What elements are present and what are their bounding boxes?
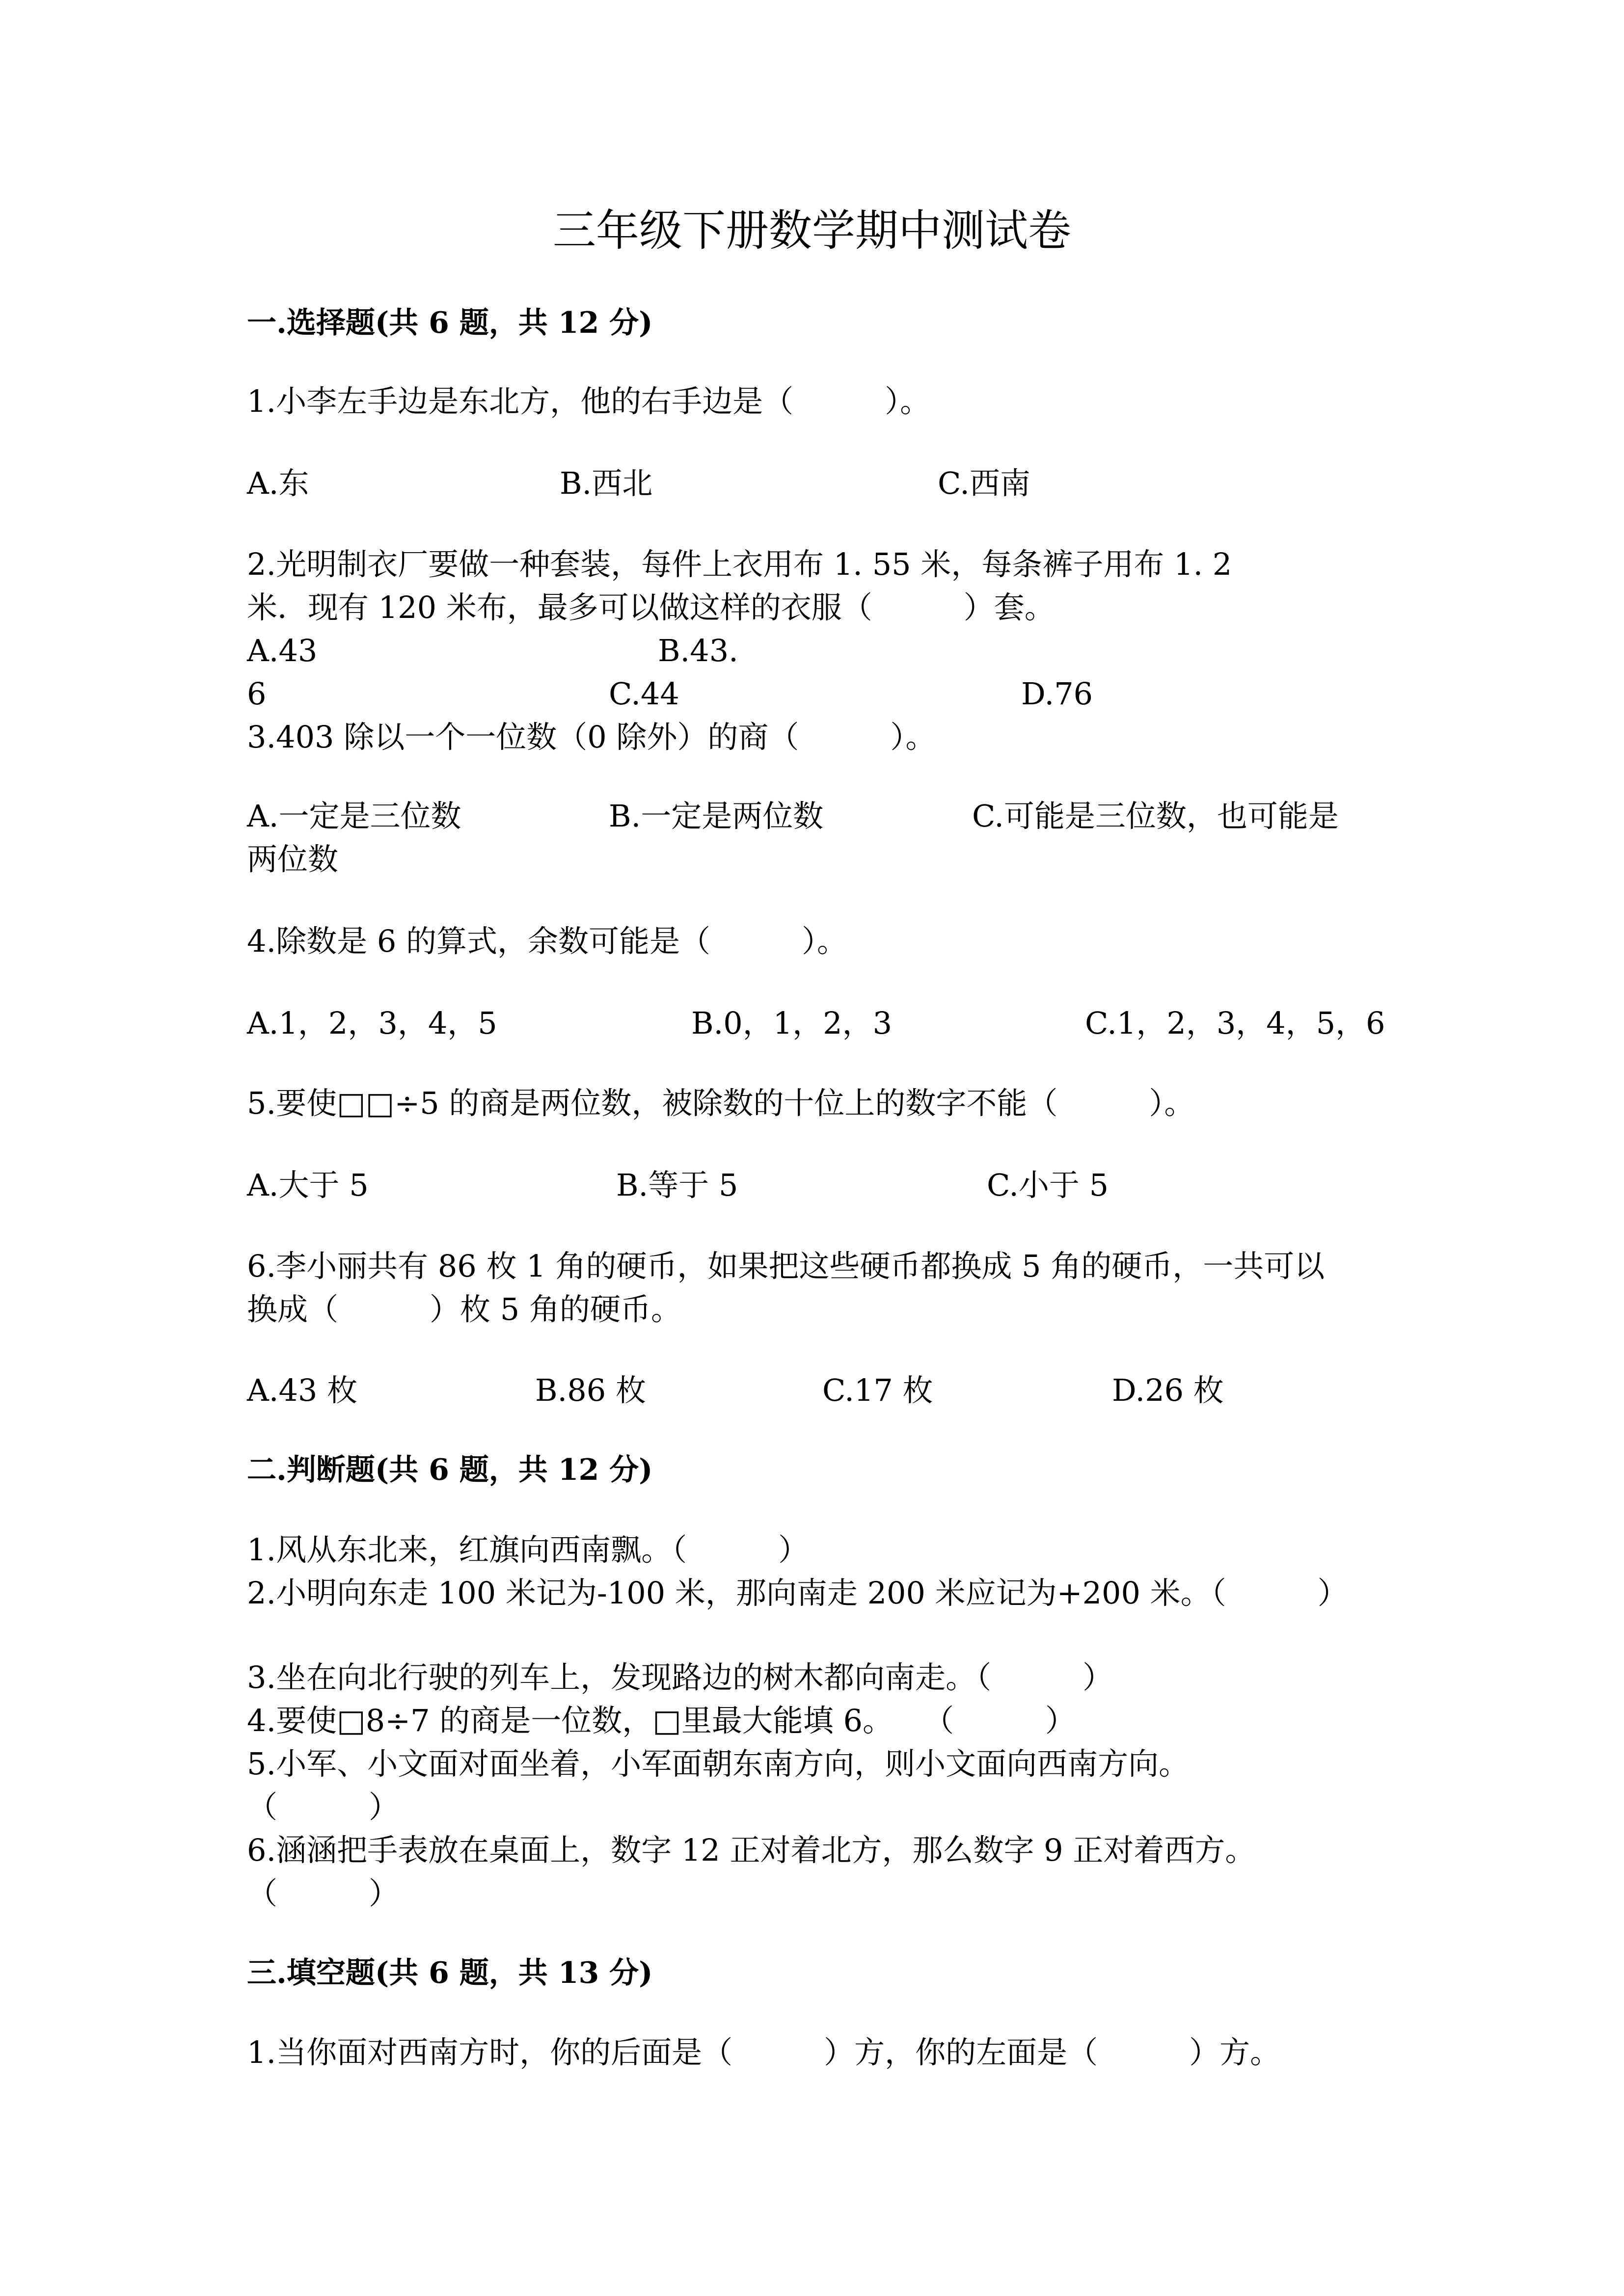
s1-q2-option-a: A.43 (247, 633, 318, 668)
s1-q6-line2: 换成（ ）枚 5 角的硬币。 (247, 1291, 681, 1327)
s1-q4-option-c: C.1，2，3，4，5，6 (1085, 1005, 1385, 1041)
s2-q6-line2: （ ） (247, 1875, 400, 1911)
s1-q4-option-a: A.1，2，3，4，5 (247, 1005, 497, 1041)
s1-q5-stem: 5.要使□□÷5 的商是两位数，被除数的十位上的数字不能（ ）。 (247, 1085, 1195, 1121)
s1-q5-option-c: C.小于 5 (987, 1167, 1109, 1203)
s1-q6-option-c: C.17 枚 (822, 1372, 933, 1408)
s1-q6-option-b: B.86 枚 (535, 1372, 646, 1408)
s1-q6-option-d: D.26 枚 (1112, 1372, 1224, 1408)
s1-q4-stem: 4.除数是 6 的算式，余数可能是（ ）。 (247, 923, 848, 959)
s1-q3-option-b: B.一定是两位数 (609, 798, 824, 834)
s1-q2-option-c: C.44 (609, 676, 679, 712)
s3-q1: 1.当你面对西南方时，你的后面是（ ）方，你的左面是（ ）方。 (247, 2034, 1281, 2070)
s2-q1: 1.风从东北来，红旗向西南飘。（ ） (247, 1532, 809, 1568)
s2-q2: 2.小明向东走 100 米记为-100 米，那向南走 200 米应记为+200 米。（ ） (247, 1575, 1348, 1611)
s1-q2-line2: 米．现有 120 米布，最多可以做这样的衣服（ ）套。 (247, 589, 1055, 625)
s2-q5-line2: （ ） (247, 1789, 400, 1825)
s1-q1-stem: 1.小李左手边是东北方，他的右手边是（ ）。 (247, 383, 931, 419)
page-title: 三年级下册数学期中测试卷 (552, 205, 1071, 256)
s1-q1-option-c: C.西南 (938, 465, 1030, 501)
s1-q6-line1: 6.李小丽共有 86 枚 1 角的硬币，如果把这些硬币都换成 5 角的硬币，一共可以 (247, 1248, 1325, 1284)
s1-q5-option-b: B.等于 5 (616, 1167, 738, 1203)
s1-q5-option-a: A.大于 5 (247, 1167, 369, 1203)
s1-q6-option-a: A.43 枚 (247, 1372, 358, 1408)
s1-q2-option-b-cont: 6 (247, 676, 267, 712)
section-1-heading: 一.选择题(共 6 题，共 12 分) (247, 306, 653, 340)
s1-q3-option-a: A.一定是三位数 (247, 798, 461, 834)
section-3-heading: 三.填空题(共 6 题，共 13 分) (247, 1956, 653, 1990)
s1-q3-option-c-cont: 两位数 (247, 841, 339, 877)
s1-q2-option-d: D.76 (1021, 676, 1093, 712)
s1-q2-option-b: B.43. (658, 633, 738, 668)
s2-q5-line1: 5.小军、小文面对面坐着，小军面朝东南方向，则小文面向西南方向。 (247, 1746, 1190, 1782)
s2-q6-line1: 6.涵涵把手表放在桌面上，数字 12 正对着北方，那么数字 9 正对着西方。 (247, 1832, 1256, 1868)
s2-q4: 4.要使□8÷7 的商是一位数，□里最大能填 6。 （ ） (247, 1703, 1076, 1738)
s2-q3: 3.坐在向北行驶的列车上，发现路边的树木都向南走。（ ） (247, 1659, 1113, 1695)
s1-q2-line1: 2.光明制衣厂要做一种套装，每件上衣用布 1. 55 米，每条裤子用布 1. 2 (247, 546, 1232, 582)
s1-q4-option-b: B.0，1，2，3 (691, 1005, 893, 1041)
s1-q1-option-b: B.西北 (560, 465, 653, 501)
s1-q1-option-a: A.东 (247, 465, 309, 501)
section-2-heading: 二.判断题(共 6 题，共 12 分) (247, 1453, 653, 1487)
s1-q3-stem: 3.403 除以一个一位数（0 除外）的商（ ）。 (247, 719, 936, 755)
s1-q3-option-c: C.可能是三位数，也可能是 (972, 798, 1339, 834)
